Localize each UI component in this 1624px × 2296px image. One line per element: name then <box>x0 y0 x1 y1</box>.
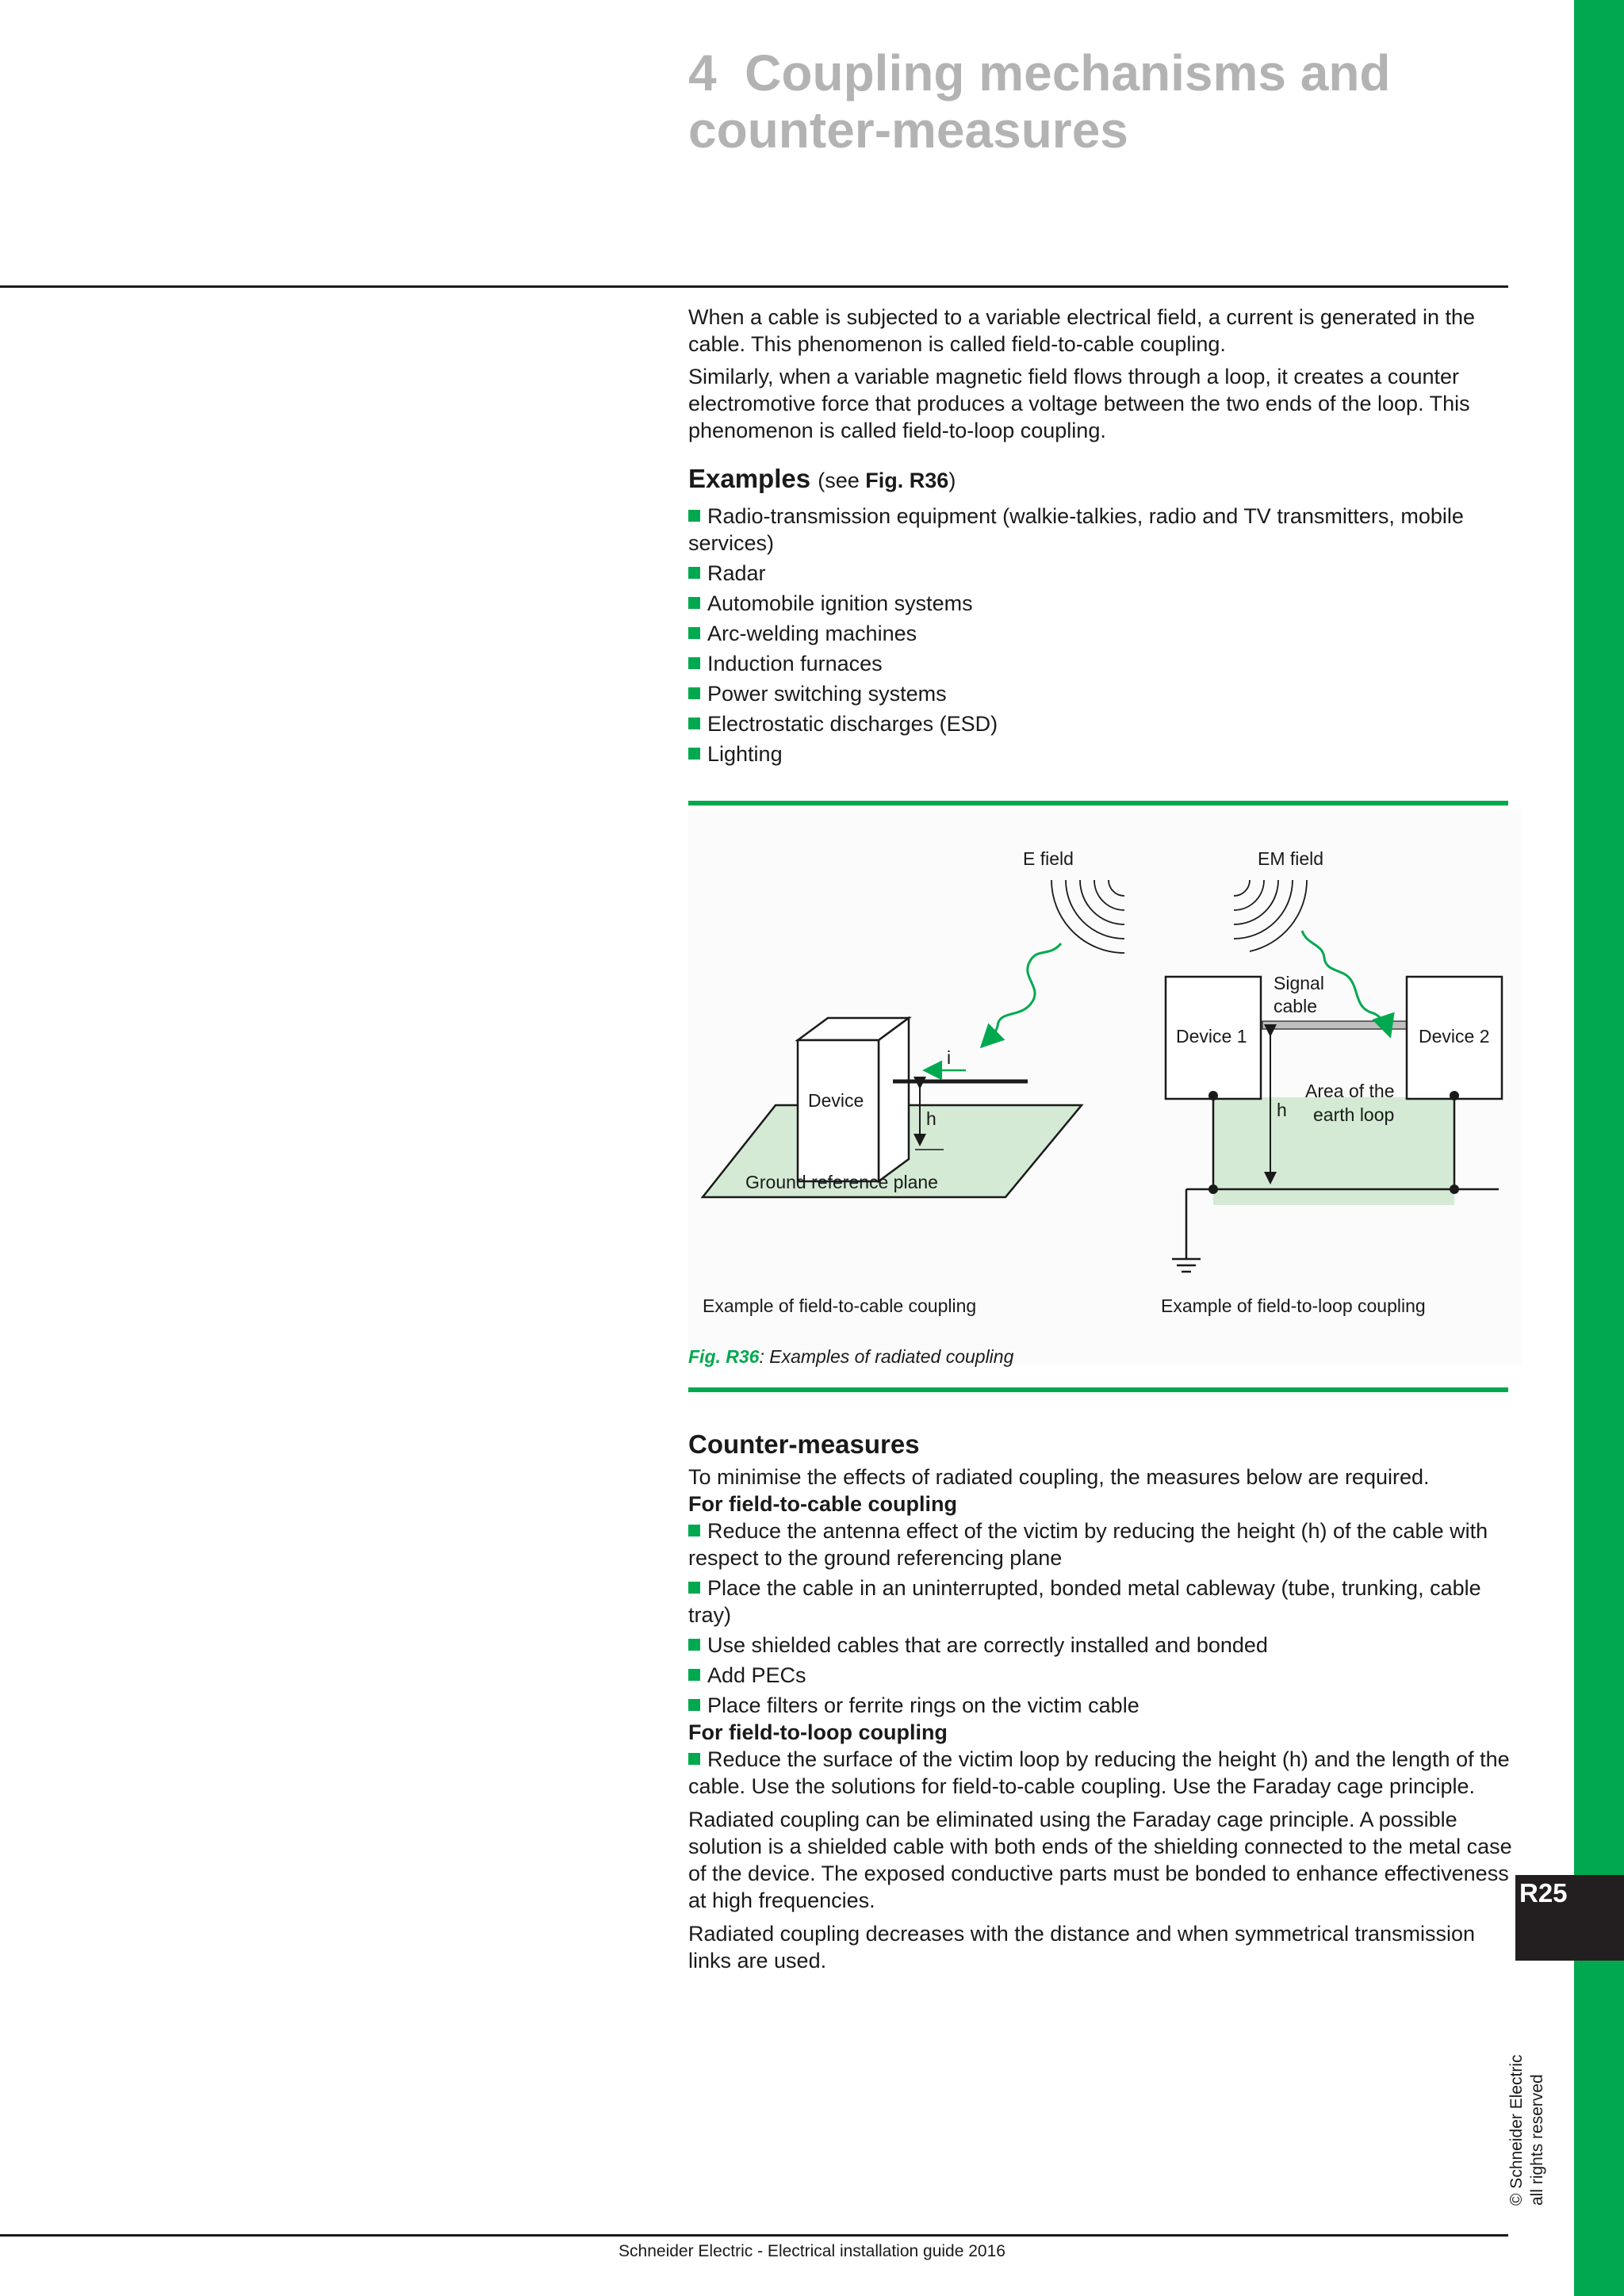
figure-caption-text: : Examples of radiated coupling <box>759 1346 1014 1367</box>
right-caption: Example of field-to-loop coupling <box>1161 1295 1426 1316</box>
countermeasures-heading: Counter-measures <box>688 1429 920 1459</box>
see-fig-ref: Fig. R36 <box>865 469 949 492</box>
chapter-title-line-2: counter-measures <box>688 101 1128 159</box>
device-box-side <box>879 1018 909 1181</box>
list-item-text: Lighting <box>707 742 783 766</box>
intro-paragraph-2: Similarly, when a variable magnetic field flows through a loop, it creates a counter electromotive force that produces a voltage between the two ends of the loop. This phenomenon is called field-to-loop coupling. <box>688 365 1470 442</box>
page-number-tab <box>1515 1875 1624 1961</box>
chapter-number: 4 <box>688 44 717 101</box>
countermeasures-section <box>688 1429 1513 1974</box>
loop-measures-list <box>688 1746 1513 1800</box>
figure-r36-diagram <box>688 810 1529 1334</box>
radiation-squiggle-arrow <box>983 943 1061 1045</box>
examples-list <box>688 503 1513 767</box>
field-to-loop-diagram <box>1161 848 1502 1316</box>
list-item <box>688 1575 1513 1628</box>
figure-caption-ref: Fig. R36 <box>688 1346 760 1367</box>
list-item <box>688 1662 1513 1689</box>
bullet-square-icon <box>688 597 700 609</box>
em-field-label: EM field <box>1258 848 1324 869</box>
figure-caption <box>688 1346 1013 1368</box>
bullet-square-icon <box>688 1582 700 1594</box>
bullet-square-icon <box>688 687 700 699</box>
figure-bottom-rule <box>688 1387 1508 1392</box>
list-item <box>688 680 1513 707</box>
copyright-line-1: © Schneider Electric <box>1507 2054 1526 2206</box>
copyright-line-2: all rights reserved <box>1528 2074 1546 2206</box>
list-item-text: Automobile ignition systems <box>707 591 973 615</box>
header-divider <box>0 285 1508 288</box>
list-item-text: Place filters or ferrite rings on the victim cable <box>707 1693 1139 1717</box>
bullet-square-icon <box>688 718 700 729</box>
device-2-label: Device 2 <box>1419 1026 1490 1047</box>
chapter-title-line-1: Coupling mechanisms and <box>745 44 1391 101</box>
distance-paragraph: Radiated coupling decreases with the distance and when symmetrical transmission links are used. <box>688 1922 1475 1973</box>
earth-ground-icon <box>1172 1259 1201 1272</box>
list-item <box>688 650 1513 677</box>
list-item-text: Radio-transmission equipment (walkie-talkies, radio and TV transmitters, mobile services) <box>688 504 1464 555</box>
list-item <box>688 740 1513 767</box>
earth-loop-label-2: earth loop <box>1313 1104 1395 1125</box>
chapter-title <box>688 44 1561 159</box>
bullet-square-icon <box>688 1669 700 1681</box>
copyright-notice <box>1507 2015 1548 2206</box>
list-item <box>688 1517 1513 1571</box>
see-close: ) <box>948 469 956 492</box>
examples-section <box>688 463 1513 771</box>
loop-coupling-heading: For field-to-loop coupling <box>688 1720 948 1744</box>
figure-top-rule <box>688 801 1508 806</box>
countermeasures-intro: To minimise the effects of radiated coupling, the measures below are required. <box>688 1465 1430 1489</box>
bullet-square-icon <box>688 627 700 639</box>
list-item <box>688 710 1513 737</box>
list-item-text: Power switching systems <box>707 682 947 706</box>
device-1-label: Device 1 <box>1176 1026 1247 1047</box>
list-item-text: Arc-welding machines <box>707 622 917 645</box>
intro-paragraph-1: When a cable is subjected to a variable electrical field, a current is generated in the cable. This phenomenon is called field-to-cable coupling. <box>688 305 1476 356</box>
bullet-square-icon <box>688 1753 700 1765</box>
bullet-square-icon <box>688 1699 700 1711</box>
height-label-right: h <box>1277 1100 1287 1120</box>
list-item-text: Use shielded cables that are correctly installed and bonded <box>707 1633 1268 1657</box>
list-item <box>688 1692 1513 1719</box>
list-item-text: Radar <box>707 561 766 585</box>
device-label: Device <box>808 1090 864 1111</box>
left-caption: Example of field-to-cable coupling <box>703 1295 977 1316</box>
ground-plane-label: Ground reference plane <box>745 1172 938 1192</box>
list-item <box>688 590 1513 617</box>
signal-cable-label-1: Signal <box>1274 973 1324 993</box>
bullet-square-icon <box>688 1525 700 1536</box>
e-field-waves-icon <box>1051 880 1124 953</box>
list-item <box>688 620 1513 647</box>
field-to-cable-diagram <box>703 848 1124 1316</box>
intro-section <box>688 304 1513 444</box>
bullet-square-icon <box>688 567 700 579</box>
list-item-text: Add PECs <box>707 1663 806 1687</box>
cable-coupling-heading: For field-to-cable coupling <box>688 1492 957 1516</box>
bullet-square-icon <box>688 510 700 522</box>
current-label: i <box>947 1047 952 1068</box>
earth-loop-label-1: Area of the <box>1305 1081 1395 1101</box>
page-number: R25 <box>1519 1878 1568 1908</box>
list-item-text: Reduce the surface of the victim loop by reducing the height (h) and the length of the cable. Use the solutions for field-to-cable coupling. Use the Faraday cage principle. <box>688 1747 1510 1798</box>
examples-heading <box>688 463 1513 496</box>
list-item-text: Reduce the antenna effect of the victim by reducing the height (h) of the cable with respect to the ground referencing plane <box>688 1519 1488 1570</box>
bullet-square-icon <box>688 1639 700 1651</box>
cable-measures-list <box>688 1517 1513 1719</box>
faraday-paragraph: Radiated coupling can be eliminated using the Faraday cage principle. A possible solution is a shielded cable with both ends of the shielding connected to the metal case of the device. The exposed conductive parts must be bonded to enhance effectiveness at high frequencies. <box>688 1808 1512 1912</box>
list-item-text: Induction furnaces <box>707 652 883 675</box>
e-field-label: E field <box>1023 848 1074 869</box>
list-item-text: Place the cable in an uninterrupted, bonded metal cableway (tube, trunking, cable tray) <box>688 1576 1481 1627</box>
examples-see-ref <box>818 469 956 492</box>
list-item <box>688 560 1513 587</box>
em-field-waves-icon <box>1234 880 1307 951</box>
list-item <box>688 503 1513 557</box>
bullet-square-icon <box>688 657 700 669</box>
list-item-text: Electrostatic discharges (ESD) <box>707 712 998 736</box>
bullet-square-icon <box>688 748 700 760</box>
list-item <box>688 1632 1513 1659</box>
signal-cable-label-2: cable <box>1274 996 1317 1016</box>
list-item <box>688 1746 1513 1800</box>
footer-text: Schneider Electric - Electrical installation guide 2016 <box>619 2242 1005 2260</box>
device-box-front <box>798 1040 879 1181</box>
see-open: (see <box>818 469 866 492</box>
height-label-left: h <box>926 1108 936 1129</box>
footer-divider <box>0 2234 1508 2237</box>
examples-heading-text: Examples <box>688 464 811 493</box>
